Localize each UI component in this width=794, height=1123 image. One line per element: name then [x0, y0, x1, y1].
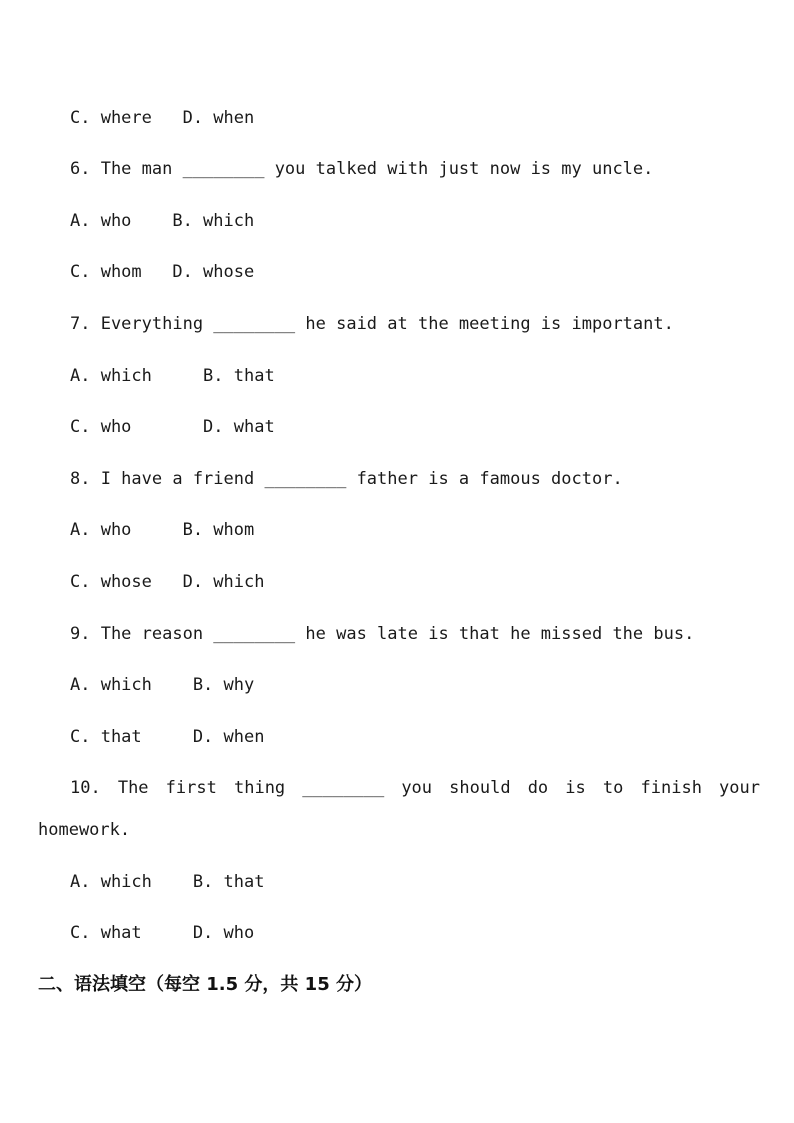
q7-question: 7. Everything ________ he said at the meeting is important. — [70, 314, 674, 334]
q7-options-cd: C. who D. what — [70, 417, 275, 437]
q6-options-ab: A. who B. which — [70, 211, 255, 231]
q5-options-cd: C. where D. when — [70, 108, 255, 128]
q9-options-ab: A. which B. why — [70, 675, 255, 695]
q7-options-ab: A. which B. that — [70, 366, 275, 386]
q9-options-cd: C. that D. when — [70, 727, 265, 747]
q8-question: 8. I have a friend ________ father is a famous doctor. — [70, 469, 623, 489]
q10-options-cd: C. what D. who — [70, 923, 255, 943]
q8-options-cd: C. whose D. which — [70, 572, 265, 592]
q8-options-ab: A. who B. whom — [70, 520, 255, 540]
q9-question: 9. The reason ________ he was late is that he missed the bus. — [70, 624, 695, 644]
q6-options-cd: C. whom D. whose — [70, 262, 255, 282]
q10-options-ab: A. which B. that — [70, 872, 265, 892]
section-heading: 二、语法填空（每空 1.5 分，共 15 分） — [38, 974, 373, 995]
q10-question-continued: homework. — [38, 820, 131, 840]
q10-question: 10. The first thing ________ you should do is to finish your — [70, 778, 760, 798]
q6-question: 6. The man ________ you talked with just now is my uncle. — [70, 159, 654, 179]
